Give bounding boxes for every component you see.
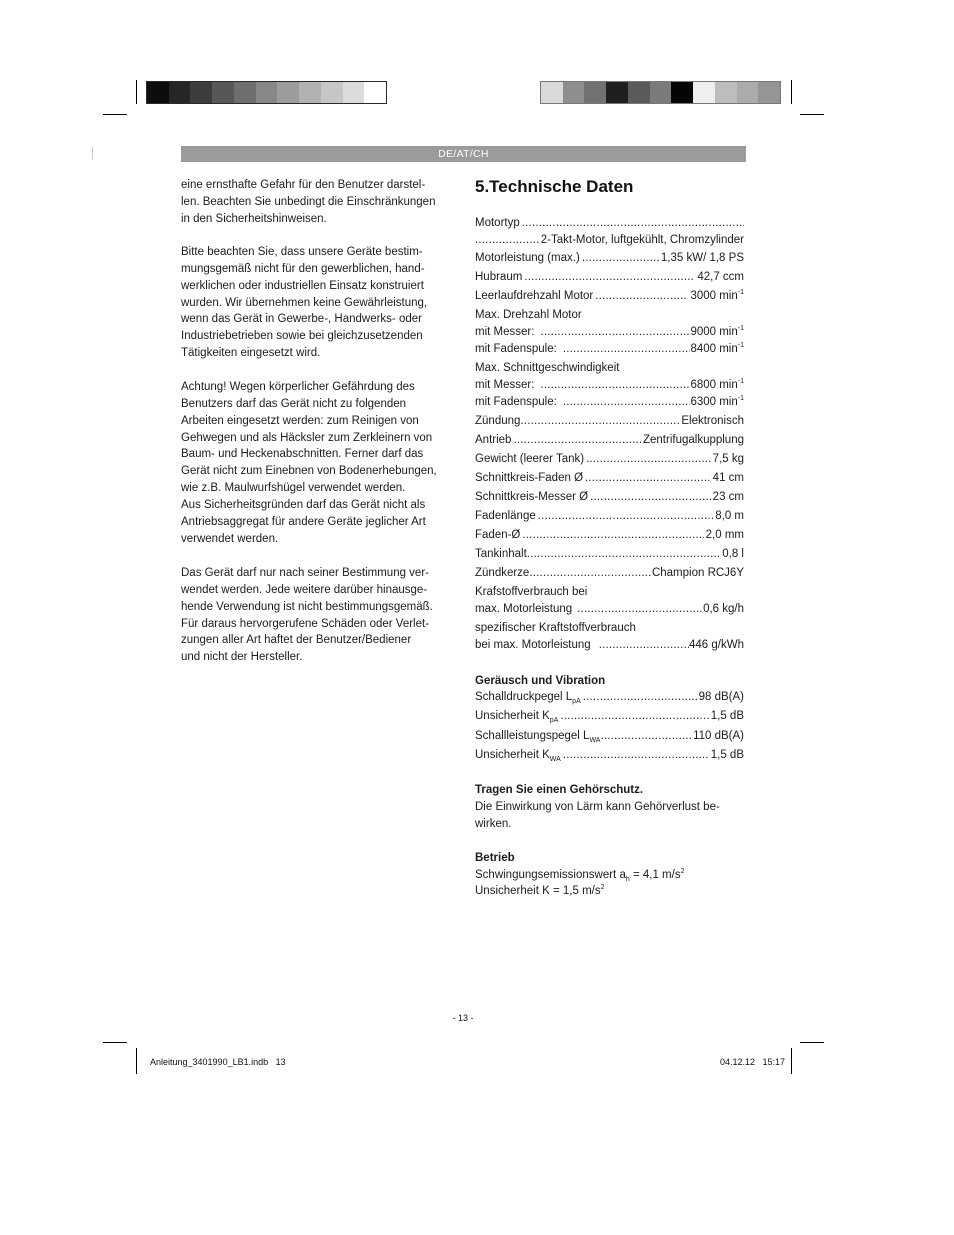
subscript: pA	[549, 717, 559, 724]
calibration-swatch	[364, 82, 386, 103]
body-text-line: Baum- und Heckenabschnitten. Ferner darf das	[181, 448, 424, 461]
noise-row-sound-pressure	[475, 689, 744, 705]
body-text-line: Antriebsaggregat für andere Geräte jeglicher Art	[181, 515, 426, 528]
spec-label: Hubraum	[475, 271, 523, 283]
spec-row-tank-capacity	[475, 546, 744, 562]
subsection-title: Geräusch und Vibration	[475, 675, 606, 687]
noise-row-uncertainty-kwa	[475, 747, 744, 763]
subscript: WA	[589, 737, 601, 744]
spec-value: 1,35 kW/ 1,8 PS	[660, 252, 744, 264]
spec-value-text: 3000 min	[690, 290, 738, 302]
spec-label: Max. Drehzahl Motor	[475, 309, 582, 321]
spec-group-heading	[475, 307, 744, 323]
dot-leader	[529, 565, 652, 581]
body-text-line: Bitte beachten Sie, dass unsere Geräte bestim-	[181, 246, 423, 258]
crop-mark-bottom-left-vertical	[136, 1048, 137, 1074]
spec-label: Tankinhalt	[475, 548, 527, 560]
crop-mark-top-right-vertical	[791, 80, 792, 104]
calibration-swatch	[234, 82, 256, 103]
spec-label-text: Schalldruckpegel L	[475, 691, 573, 703]
spec-label: mit Messer:	[475, 379, 535, 391]
subsection-heading	[475, 850, 744, 866]
spec-value: 23 cm	[712, 491, 744, 503]
spec-value	[690, 341, 744, 357]
body-text-line: Industriebetrieben sowie bei gleichzusetzenden	[181, 330, 423, 343]
spec-value: Zentrifugalkupplung	[642, 434, 744, 446]
superscript: -1	[737, 325, 744, 332]
dot-leader	[563, 341, 691, 357]
dot-leader	[524, 269, 695, 285]
spec-group-heading	[475, 360, 744, 376]
body-text-line: in den Sicherheitshinweisen.	[181, 212, 327, 225]
calibration-swatch	[277, 82, 299, 103]
spec-value-text: 8400 min	[690, 343, 738, 355]
footer-file-info: Anleitung_3401990_LB1.indb 13	[150, 1057, 286, 1067]
dot-leader	[475, 232, 539, 248]
calibration-swatch	[169, 82, 191, 103]
spec-label: Krafstoffverbrauch bei	[475, 586, 588, 598]
spec-value-text: 9000 min	[690, 326, 738, 338]
spec-label: Zündkerze	[475, 567, 530, 579]
spec-label-text: Schallleistungspegel L	[475, 730, 590, 742]
dot-leader	[527, 546, 720, 562]
spec-value: 446 g/kWh	[689, 639, 744, 651]
body-text-line: Aus Sicherheitsgründen darf das Gerät nicht als	[181, 498, 426, 511]
crop-mark-bottom-left-horizontal	[103, 1042, 127, 1043]
superscript: -1	[737, 395, 744, 402]
spec-label: spezifischer Kraftstoffverbrauch	[475, 622, 636, 634]
calibration-swatch	[212, 82, 234, 103]
spec-row-cut-circle-line	[475, 470, 744, 486]
subsection-heading	[475, 782, 744, 798]
subsection-title: Tragen Sie einen Gehörschutz.	[475, 784, 644, 796]
dot-leader	[590, 489, 711, 505]
spec-value: 0,8 l	[722, 548, 744, 560]
spec-row-max-speed-spool	[475, 341, 744, 357]
body-text-line: wenn das Gerät in Gewerbe-, Handwerks- oder	[181, 313, 422, 326]
spec-row-max-speed-blade	[475, 324, 744, 340]
body-text-line: wie z.B. Maulwurfshügel verwendet werden.	[181, 482, 406, 495]
spec-row-spark-plug	[475, 565, 744, 581]
spec-label: bei max. Motorleistung	[475, 639, 591, 651]
dot-leader	[560, 708, 708, 724]
spec-row-drive	[475, 432, 744, 448]
spec-row-cut-speed-spool	[475, 394, 744, 410]
spec-row-specific-fuel-consumption	[475, 637, 744, 653]
spec-value: 98 dB(A)	[698, 691, 744, 703]
calibration-swatch	[758, 82, 780, 103]
spec-value	[690, 394, 744, 410]
superscript: -1	[737, 378, 744, 385]
dot-leader	[522, 527, 703, 543]
subsection-heading	[475, 673, 744, 689]
spec-label	[475, 689, 581, 705]
body-text-line: Gehwegen und als Häcksler zum Zerkleinern von	[181, 431, 433, 444]
spec-label: Faden-Ø	[475, 529, 521, 541]
spec-label-text: Unsicherheit K	[475, 710, 550, 722]
calibration-swatch	[147, 82, 169, 103]
spec-group-heading	[475, 620, 744, 636]
spec-label: Motortyp	[475, 217, 520, 229]
subscript: pA	[572, 698, 581, 705]
paragraph	[181, 177, 447, 228]
calibration-swatch	[343, 82, 365, 103]
spec-value: 1,5 dB	[710, 749, 744, 761]
calibration-swatch	[299, 82, 321, 103]
spec-label	[475, 708, 558, 724]
uncertainty-value: Unsicherheit K = 1,5 m/s	[475, 885, 601, 897]
paragraph	[181, 379, 447, 547]
crop-mark-bottom-right-horizontal	[800, 1042, 824, 1043]
spec-value	[690, 377, 744, 393]
spec-value: 8,0 m	[715, 510, 744, 522]
body-text-line: Gerät nicht zum Einebnen von Bodenerhebungen,	[181, 465, 437, 478]
body-text-line: mungsgemäß nicht für den gewerblichen, hand-	[181, 262, 425, 275]
spec-row-line-length	[475, 508, 744, 524]
page-number: - 13 -	[452, 1013, 474, 1023]
spec-value: Elektronisch	[681, 415, 744, 427]
dot-leader	[520, 413, 679, 429]
spec-value: 1,5 dB	[710, 710, 744, 722]
spec-label: Max. Schnittgeschwindigkeit	[475, 362, 620, 374]
technical-data-column	[475, 0, 744, 1000]
body-text-line: verwendet werden.	[181, 532, 279, 545]
spec-label: Schnittkreis-Faden Ø	[475, 472, 584, 484]
spec-label: Leerlaufdrehzahl Motor	[475, 290, 594, 302]
superscript: 2	[600, 884, 605, 891]
spec-label: mit Fadenspule:	[475, 396, 557, 408]
body-text-line: Tätigkeiten eingesetzt wird.	[181, 347, 321, 360]
spec-row-weight	[475, 451, 744, 467]
spec-label: Zündung	[475, 415, 521, 427]
body-text-line: Für daraus hervorgerufene Schäden oder Verlet-	[181, 617, 430, 630]
spec-value: 2,0 mm	[705, 529, 744, 541]
spec-label	[475, 747, 561, 763]
body-text	[475, 867, 684, 883]
spec-row-cut-speed-blade	[475, 377, 744, 393]
body-text-line	[475, 799, 744, 815]
dot-leader	[563, 747, 709, 763]
dot-leader	[563, 394, 691, 410]
spec-row-cut-circle-blade	[475, 489, 744, 505]
body-text-line: Benutzers darf das Gerät nicht zu folgenden	[181, 397, 407, 410]
calibration-swatch	[256, 82, 278, 103]
spec-value: Champion RCJ6Y	[651, 567, 744, 579]
vibration-uncertainty-line	[475, 883, 744, 899]
body-text-line: Arbeiten eingesetzt werden: zum Reinigen von	[181, 414, 419, 427]
dot-leader	[538, 508, 713, 524]
paragraph	[181, 244, 447, 362]
spec-row-engine-type-value	[475, 232, 744, 248]
dot-leader	[585, 470, 711, 486]
registration-tick	[92, 147, 93, 160]
body-text	[475, 883, 605, 899]
spec-value	[690, 288, 744, 304]
body-text: Die Einwirkung von Lärm kann Gehörverlust be-	[475, 801, 720, 813]
dot-leader	[540, 324, 690, 340]
spec-label: Motorleistung (max.)	[475, 252, 580, 264]
spec-row-idle-speed	[475, 288, 744, 304]
spec-label: Antrieb	[475, 434, 512, 446]
spec-row-ignition	[475, 413, 744, 429]
subsection-title: Betrieb	[475, 852, 515, 864]
spec-label: mit Fadenspule:	[475, 343, 557, 355]
spec-label	[475, 728, 600, 744]
superscript: -1	[737, 342, 744, 349]
dot-leader	[513, 432, 641, 448]
body-text-line	[475, 816, 744, 832]
body-text-line: zungen aller Art haftet der Benutzer/Bediener	[181, 634, 412, 647]
calibration-bar-left	[146, 81, 387, 104]
dot-leader	[599, 637, 689, 653]
subscript: h	[625, 876, 630, 883]
spec-row-line-diameter	[475, 527, 744, 543]
region-header-bar: DE/AT/CH	[181, 146, 746, 162]
crop-mark-top-right-horizontal	[800, 114, 824, 115]
noise-row-sound-power	[475, 728, 744, 744]
body-text-line: hende Verwendung ist nicht bestimmungsgemäß.	[181, 600, 433, 613]
spec-label: Gewicht (leerer Tank)	[475, 453, 585, 465]
dot-leader	[586, 451, 711, 467]
spec-value: 0,6 kg/h	[703, 603, 744, 615]
spec-label: Schnittkreis-Messer Ø	[475, 491, 589, 503]
dot-leader	[600, 728, 693, 744]
body-text-line: len. Beachten Sie unbedingt die Einschränkungen	[181, 195, 436, 208]
vibration-emission-line	[475, 867, 744, 883]
spec-label-text: Unsicherheit K	[475, 749, 550, 761]
superscript: 2	[680, 868, 685, 875]
dot-leader	[522, 215, 744, 231]
paragraph	[181, 565, 447, 666]
vibration-label: Schwingungsemissionswert a	[475, 869, 626, 881]
spec-label: max. Motorleistung	[475, 603, 573, 615]
spec-row-fuel-consumption	[475, 601, 744, 617]
spec-row-engine-power	[475, 250, 744, 266]
noise-row-uncertainty-kpa	[475, 708, 744, 724]
spec-value: 42,7 ccm	[697, 271, 744, 283]
superscript: -1	[737, 289, 744, 296]
section-title: 5.Technische Daten	[475, 177, 634, 196]
spec-value: 7,5 kg	[712, 453, 744, 465]
footer-date-time: 04.12.12 15:17	[719, 1057, 785, 1067]
spec-label: mit Messer:	[475, 326, 535, 338]
crop-mark-bottom-right-vertical	[791, 1048, 792, 1074]
spec-row-engine-type	[475, 215, 744, 231]
spec-value: 2-Takt-Motor, luftgekühlt, Chromzylinder	[540, 234, 744, 246]
spec-value: 110 dB(A)	[693, 730, 744, 742]
body-text-line: wurden. Wir übernehmen keine Gewährleistung,	[181, 296, 428, 309]
spec-group-heading	[475, 584, 744, 600]
body-text-line: Achtung! Wegen körperlicher Gefährdung des	[181, 381, 415, 393]
calibration-swatch	[321, 82, 343, 103]
spec-label: Fadenlänge	[475, 510, 536, 522]
crop-mark-top-left-horizontal	[103, 114, 127, 115]
body-text-line: Das Gerät darf nur nach seiner Bestimmung ver-	[181, 567, 429, 579]
subscript: WA	[549, 756, 561, 763]
spec-value-text: 6800 min	[690, 379, 738, 391]
body-text-line: wendet werden. Jede weitere darüber hinausge-	[181, 583, 428, 596]
body-text: wirken.	[475, 818, 512, 830]
dot-leader	[577, 601, 703, 617]
crop-mark-top-left-vertical	[136, 80, 137, 104]
vibration-value: = 4,1 m/s	[629, 869, 681, 881]
spec-value	[690, 324, 744, 340]
spec-value-text: 6300 min	[690, 396, 738, 408]
dot-leader	[582, 250, 659, 266]
dot-leader	[595, 288, 688, 304]
body-text-line: eine ernsthafte Gefahr für den Benutzer darstel-	[181, 179, 426, 191]
spec-row-displacement	[475, 269, 744, 285]
dot-leader	[540, 377, 690, 393]
body-text-line: und nicht der Hersteller.	[181, 651, 303, 664]
calibration-swatch	[190, 82, 212, 103]
body-text-line: werklichen oder industriellen Einsatz konstruiert	[181, 279, 424, 292]
spec-value: 41 cm	[712, 472, 744, 484]
dot-leader	[583, 689, 697, 705]
